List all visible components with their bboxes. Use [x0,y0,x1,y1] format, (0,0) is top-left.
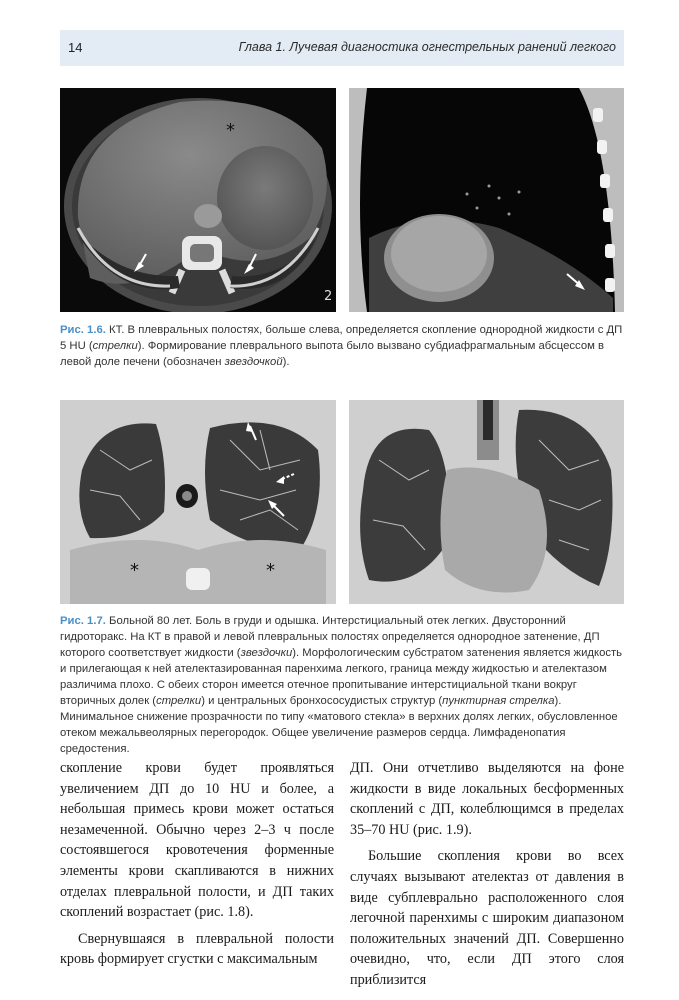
body-paragraph: Большие скопления крови во всех случаях вызывают ателектаз от давления в виде субплеврально расположенного слоя легочной паренхимы с широким диапазоном положительных значений ДП. Совершенно очевидно, что, если ДП этого слоя приблизится [350,848,624,988]
body-paragraph: ДП. Они отчетливо выделяются на фоне жидкости в виде локальных бесформенных скоплений с ДП, колеблющимся в пределах 35–70 HU (рис. 1.9). [350,760,624,838]
body-paragraph: скопление крови будет проявляться увеличением ДП до 10 HU и более, а небольшая примесь крови может остаться незамеченной. Обычно через 2–3 ч после состоявшегося кровотечения форменные элементы крови скапливаются в нижних отделах плевральной полости, и ДП таких скоплений возрастает (рис. 1.8). [60,760,334,921]
figure-1-7-caption: Рис. 1.7. Больной 80 лет. Боль в груди и одышка. Интерстициальный отек легких. Двусторонний гидроторакс. На КТ в правой и левой плевральных полостях определяется однородное затенение, ДП которого соответствует жидкости (звездочки). Морфологическим субстратом затенения является жидкость и прилегающая к ней ателектазированная паренхима легкого, граница между жидкостью и ателектазом различима плохо. С обеих сторон имеется отечное пропитывание интерстициальной ткани вокруг вторичных долек (стрелки) и центральных бронхососудистых структур (пунктирная стрелка). Минимальное снижение прозрачности по типу «матового стекла» в верхних долях легких, обусловленное отеком межальвеолярных перегородок. Общее увеличение размеров сердца. Лимфаденопатия средостения. [60,615,623,755]
figure-1-6-panel-sagittal-ct [349,88,624,312]
running-title: Глава 1. Лучевая диагностика огнестрельных ранений легкого [238,40,616,54]
body-left-column [60,758,334,970]
image-corner-number: 2 [324,289,333,304]
right-effusion-star: * [266,560,275,581]
figure-1-7-panel-axial-ct [60,400,336,604]
page-header [60,30,624,66]
liver-star-marker: * [226,120,235,141]
left-effusion-star: * [130,560,139,581]
figure-1-7-panel-coronal-ct [349,400,624,604]
figure-1-7-label: Рис. 1.7. [60,615,106,627]
body-paragraph: Свернувшаяся в плевральной полости кровь формирует сгустки с максимальным [60,930,334,968]
figure-1-6-panel-axial-ct [60,88,336,312]
body-right-column [350,758,624,991]
figure-1-6-caption: Рис. 1.6. КТ. В плевральных полостях, больше слева, определяется скопление однородной жидкости с ДП 5 HU (стрелки). Формирование плеврального выпота было вызвано субдиафрагмальным абсцессом в левой доле печени (обозначен звездочкой). [60,324,623,368]
page-number: 14 [68,40,83,55]
figure-1-6-label: Рис. 1.6. [60,324,106,336]
